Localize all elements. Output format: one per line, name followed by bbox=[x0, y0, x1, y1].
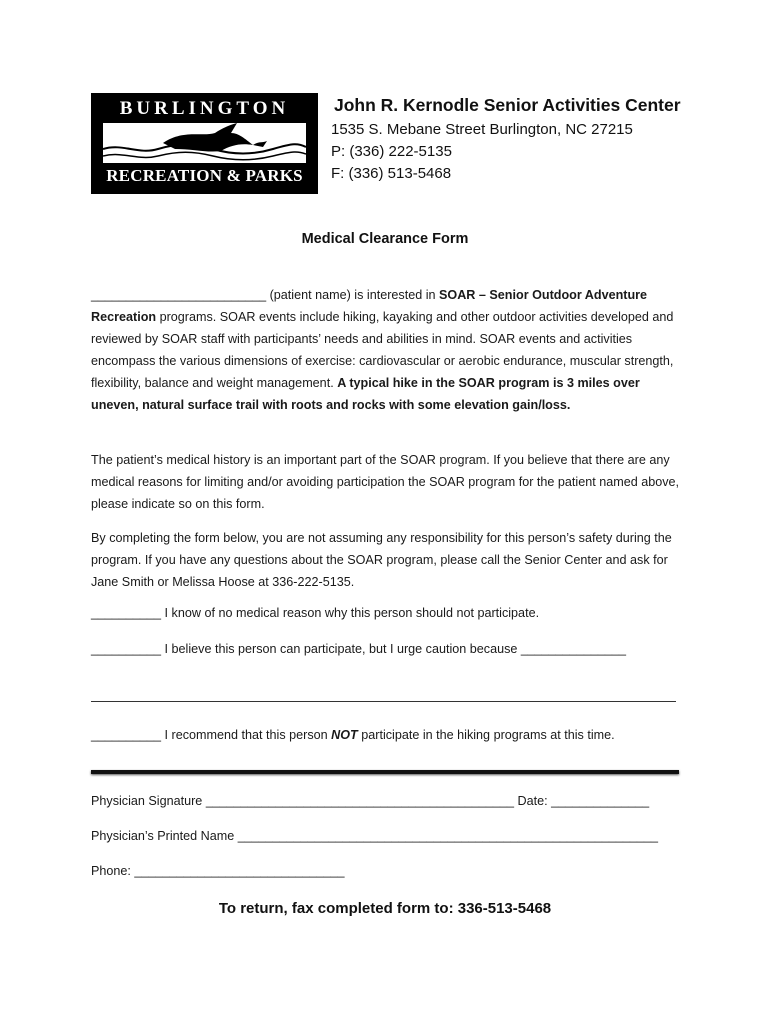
option2-blank[interactable]: __________ bbox=[91, 642, 162, 656]
center-address: 1535 S. Mebane Street Burlington, NC 27215 bbox=[331, 121, 633, 138]
center-phone: P: (336) 222-5135 bbox=[331, 143, 452, 160]
patient-name-blank[interactable]: _________________________ bbox=[91, 288, 267, 302]
intro-text-1: (patient name) is interested in bbox=[266, 288, 440, 302]
logo-bottom-text: RECREATION & PARKS bbox=[106, 166, 303, 185]
physician-printed-name-row bbox=[91, 829, 658, 843]
intro-text-2: programs. SOAR events include hiking, kayaking and other outdoor activities developed and reviewed by SOAR staff with participants’ needs and abilities in mind. SOAR events and activities encompass the various dimensions of exercise: cardiovascular or aerobic endurance, muscular strength, flexibility, balance and weight management. bbox=[91, 310, 674, 390]
caution-reason-blank[interactable]: _______________ bbox=[520, 642, 626, 656]
river-bird-icon bbox=[103, 123, 306, 163]
option3-emphasis: NOT bbox=[331, 728, 358, 742]
logo-top-text: BURLINGTON bbox=[119, 98, 290, 119]
responsibility-paragraph: By completing the form below, you are not assuming any responsibility for this person’s safety during the program. If you have any questions about the SOAR program, please call the Senior Center and ask for Jane Smith or Melissa Hoose at 336-222-5135. bbox=[91, 531, 672, 589]
section-divider bbox=[91, 770, 679, 774]
soar-program-name: SOAR – Senior Outdoor Adventure Recreation bbox=[91, 288, 648, 324]
center-fax: F: (336) 513-5468 bbox=[331, 165, 452, 182]
option-not-participate bbox=[91, 728, 615, 742]
typical-hike-note: A typical hike in the SOAR program is 3 miles over uneven, natural surface trail with roots and rocks with some elevation gain/loss. bbox=[91, 376, 640, 412]
phone-label: Phone: bbox=[91, 864, 135, 878]
intro-paragraph bbox=[91, 284, 681, 416]
option-urge-caution bbox=[91, 642, 626, 656]
option3-label-before: I recommend that this person bbox=[161, 728, 332, 742]
center-name: John R. Kernodle Senior Activities Center bbox=[334, 95, 681, 115]
date-label: Date: bbox=[514, 794, 552, 808]
logo-river-graphic bbox=[103, 123, 306, 163]
option1-blank[interactable]: __________ bbox=[91, 606, 162, 620]
medical-history-paragraph: The patient’s medical history is an important part of the SOAR program. If you believe that there are any medical reasons for limiting and/or avoiding participation the SOAR program for the patient named above, please indicate so on this form. bbox=[91, 453, 680, 511]
printed-name-label: Physician’s Printed Name bbox=[91, 829, 238, 843]
option3-blank[interactable]: __________ bbox=[91, 728, 162, 742]
option2-label: I believe this person can participate, but I urge caution because bbox=[161, 642, 521, 656]
printed-name-field[interactable]: ____________________________________________________________ bbox=[237, 829, 659, 843]
option1-label: I know of no medical reason why this person should not participate. bbox=[161, 606, 540, 620]
burlington-logo bbox=[91, 93, 318, 194]
physician-signature-row bbox=[91, 794, 649, 808]
caution-reason-line[interactable] bbox=[91, 701, 676, 702]
return-instructions: To return, fax completed form to: 336-513-5468 bbox=[218, 900, 552, 917]
physician-phone-row bbox=[91, 864, 345, 878]
option-no-medical-reason bbox=[91, 606, 539, 620]
date-field[interactable]: ______________ bbox=[551, 794, 650, 808]
option3-label-after: participate in the hiking programs at this time. bbox=[357, 728, 615, 742]
phone-field[interactable]: ______________________________ bbox=[134, 864, 345, 878]
physician-signature-field[interactable]: ____________________________________________ bbox=[205, 794, 514, 808]
form-title: Medical Clearance Form bbox=[301, 231, 469, 247]
physician-signature-label: Physician Signature bbox=[91, 794, 206, 808]
